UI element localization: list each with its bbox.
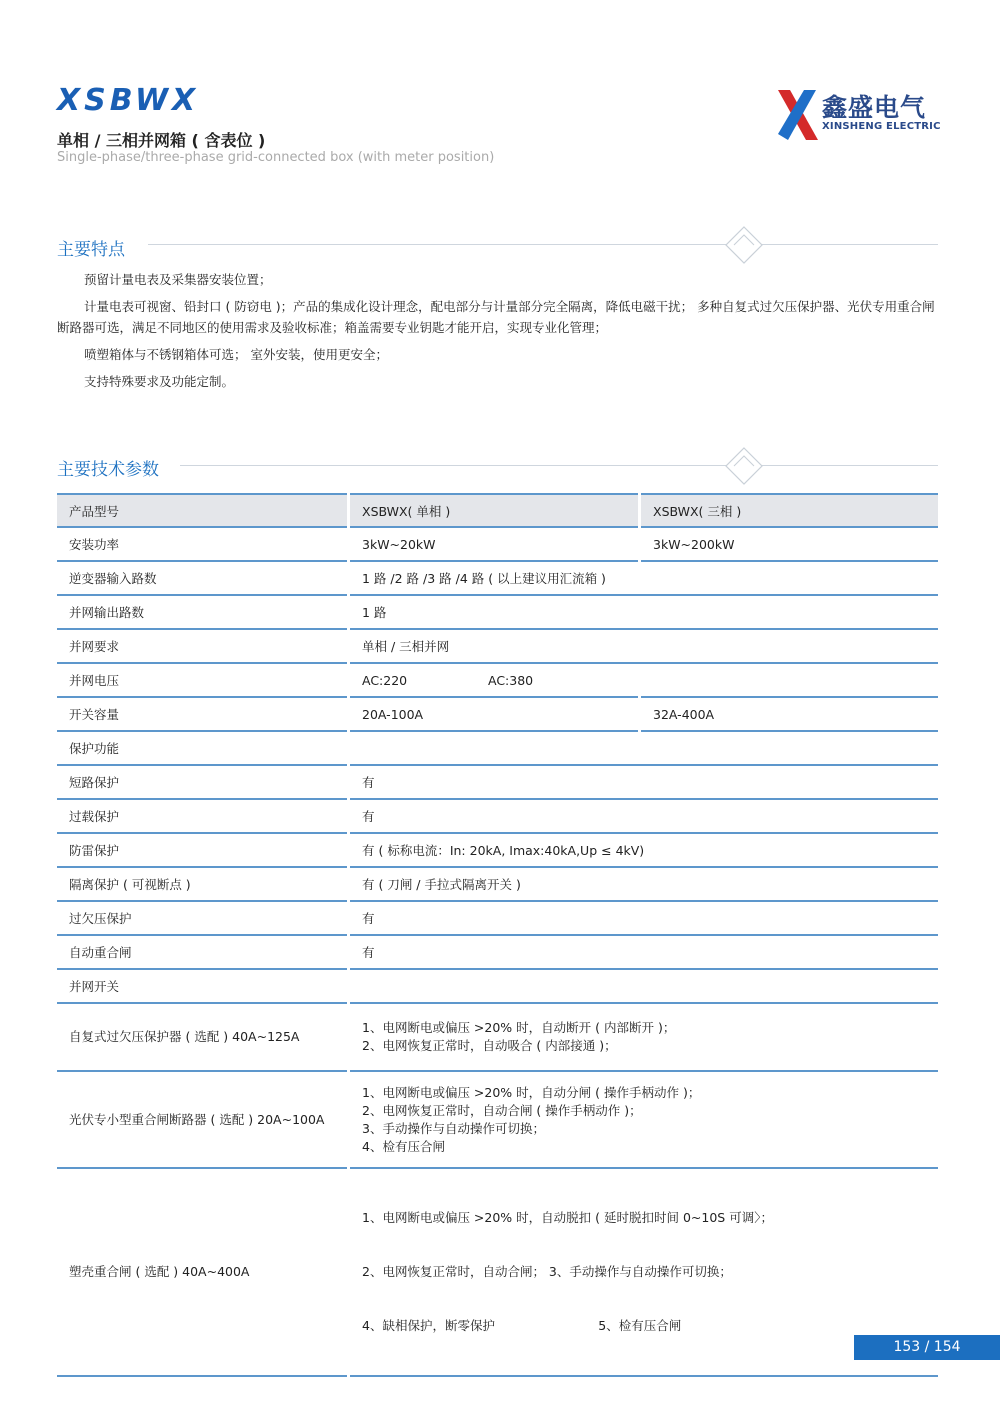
- row-value: [349, 969, 939, 1003]
- row-label: 并网要求: [57, 629, 349, 663]
- row-value: [349, 663, 939, 697]
- specs-heading: 主要技术参数: [57, 460, 159, 480]
- value-line: 2、电网恢复正常时，自动吸合 ( 内部接通 )；: [362, 1038, 617, 1053]
- specs-divider: [180, 465, 938, 466]
- table-row: [57, 935, 938, 969]
- row-value: 20A-100A: [349, 697, 640, 731]
- value-line: 2、电网恢复正常时，自动合闸 ( 操作手柄动作 )；: [362, 1102, 642, 1118]
- header-cell: 产品型号: [57, 494, 349, 527]
- page-subtitle: Single-phase/three-phase grid-connected box (with meter position): [57, 150, 495, 165]
- feature-item: 预留计量电表及采集器安装位置；: [84, 272, 272, 287]
- x-logo-icon: [776, 84, 820, 146]
- table-row: [57, 765, 938, 799]
- row-label: 并网开关: [57, 969, 349, 1003]
- row-label: 自动重合闸: [57, 935, 349, 969]
- row-label: 塑壳重合闸 ( 选配 ) 40A~400A: [57, 1168, 349, 1376]
- table-row: [57, 663, 938, 697]
- page-title: 单相 / 三相并网箱 ( 含表位 ): [57, 131, 266, 150]
- row-label: 隔离保护 ( 可视断点 ): [57, 867, 349, 901]
- features-list: [57, 269, 942, 398]
- row-value: 有: [349, 799, 939, 833]
- feature-item: 支持特殊要求及功能定制。: [84, 374, 235, 389]
- row-label: 并网输出路数: [57, 595, 349, 629]
- row-label: 并网电压: [57, 663, 349, 697]
- value-line: 1、电网断电或偏压 >20% 时，自动脱扣 ( 延时脱扣时间 0~10S 可调〉；: [362, 1210, 773, 1225]
- table-row: [57, 1071, 938, 1168]
- row-label: 短路保护: [57, 765, 349, 799]
- value-line: 2、电网恢复正常时，自动合闸； 3、手动操作与自动操作可切换；: [362, 1264, 732, 1279]
- row-value: 有: [349, 935, 939, 969]
- row-value: 1 路: [349, 595, 939, 629]
- feature-item: 喷塑箱体与不锈钢箱体可选； 室外安装，使用更安全；: [84, 347, 388, 362]
- voltage-three: AC:380: [488, 672, 534, 688]
- table-header-row: [57, 494, 938, 527]
- row-label: 光伏专小型重合闸断路器 ( 选配 ) 20A~100A: [57, 1071, 349, 1168]
- row-value: 单相 / 三相并网: [349, 629, 939, 663]
- value-line: 4、缺相保护，断零保护 5、检有压合闸: [362, 1318, 682, 1333]
- row-label: 逆变器输入路数: [57, 561, 349, 595]
- table-row: [57, 561, 938, 595]
- spec-table: [57, 493, 938, 1377]
- table-row: [57, 697, 938, 731]
- table-row: [57, 833, 938, 867]
- row-value: 3kW~20kW: [349, 527, 640, 561]
- diamond-ornament-icon: [724, 446, 764, 486]
- table-row: [57, 629, 938, 663]
- value-line: 3、手动操作与自动操作可切换；: [362, 1120, 545, 1136]
- value-line: 1、电网断电或偏压 >20% 时，自动断开 ( 内部断开 )；: [362, 1020, 676, 1035]
- row-value-multiline: [349, 1071, 939, 1168]
- features-divider: [148, 244, 938, 245]
- feature-item: 计量电表可视窗、铅封口 ( 防窃电 )；产品的集成化设计理念，配电部分与计量部分完全隔离，降低电磁干扰； 多种自复式过欠压保护器、光伏专用重合闸断路器可选，满足不同地区的使用需求及验收标准；箱盖需要专业钥匙才能开启，实现专业化管理；: [57, 299, 935, 335]
- row-label: 开关容量: [57, 697, 349, 731]
- voltage-single: AC:220: [362, 672, 408, 688]
- header-cell: XSBWX( 三相 ): [640, 494, 939, 527]
- page-number: 153 / 154: [854, 1335, 1000, 1360]
- row-value: 有: [349, 765, 939, 799]
- diamond-ornament-icon: [724, 225, 764, 265]
- row-value-multiline: [349, 1168, 939, 1376]
- table-row: [57, 1003, 938, 1071]
- row-label: 过载保护: [57, 799, 349, 833]
- logo-chinese-name: 鑫盛电气: [822, 93, 927, 122]
- brand-wordmark: XSBWX: [57, 83, 200, 118]
- features-heading: 主要特点: [57, 240, 125, 260]
- table-row: [57, 731, 938, 765]
- table-row: [57, 527, 938, 561]
- row-value: 有: [349, 901, 939, 935]
- table-row: [57, 799, 938, 833]
- row-value: 有 ( 刀闸 / 手拉式隔离开关 ): [349, 867, 939, 901]
- header-cell: XSBWX( 单相 ): [349, 494, 640, 527]
- table-row: [57, 595, 938, 629]
- row-value: 3kW~200kW: [640, 527, 939, 561]
- row-value: 1 路 /2 路 /3 路 /4 路 ( 以上建议用汇流箱 ): [349, 561, 939, 595]
- row-value: 32A-400A: [640, 697, 939, 731]
- table-row: [57, 969, 938, 1003]
- row-label: 防雷保护: [57, 833, 349, 867]
- company-logo: [776, 84, 946, 146]
- value-line: 4、检有压合闸: [362, 1138, 445, 1154]
- row-value: 有 ( 标称电流：In: 20kA, Imax:40kA,Up ≤ 4kV): [349, 833, 939, 867]
- logo-english-name: XINSHENG ELECTRIC: [822, 121, 941, 132]
- value-line: 1、电网断电或偏压 >20% 时，自动分闸 ( 操作手柄动作 )；: [362, 1084, 701, 1100]
- row-label: 自复式过欠压保护器 ( 选配 ) 40A~125A: [57, 1003, 349, 1071]
- row-label: 保护功能: [57, 731, 349, 765]
- row-label: 安装功率: [57, 527, 349, 561]
- table-row: [57, 901, 938, 935]
- table-row: [57, 1168, 938, 1376]
- table-row: [57, 867, 938, 901]
- row-value-multiline: [349, 1003, 939, 1071]
- row-value: [349, 731, 939, 765]
- row-label: 过欠压保护: [57, 901, 349, 935]
